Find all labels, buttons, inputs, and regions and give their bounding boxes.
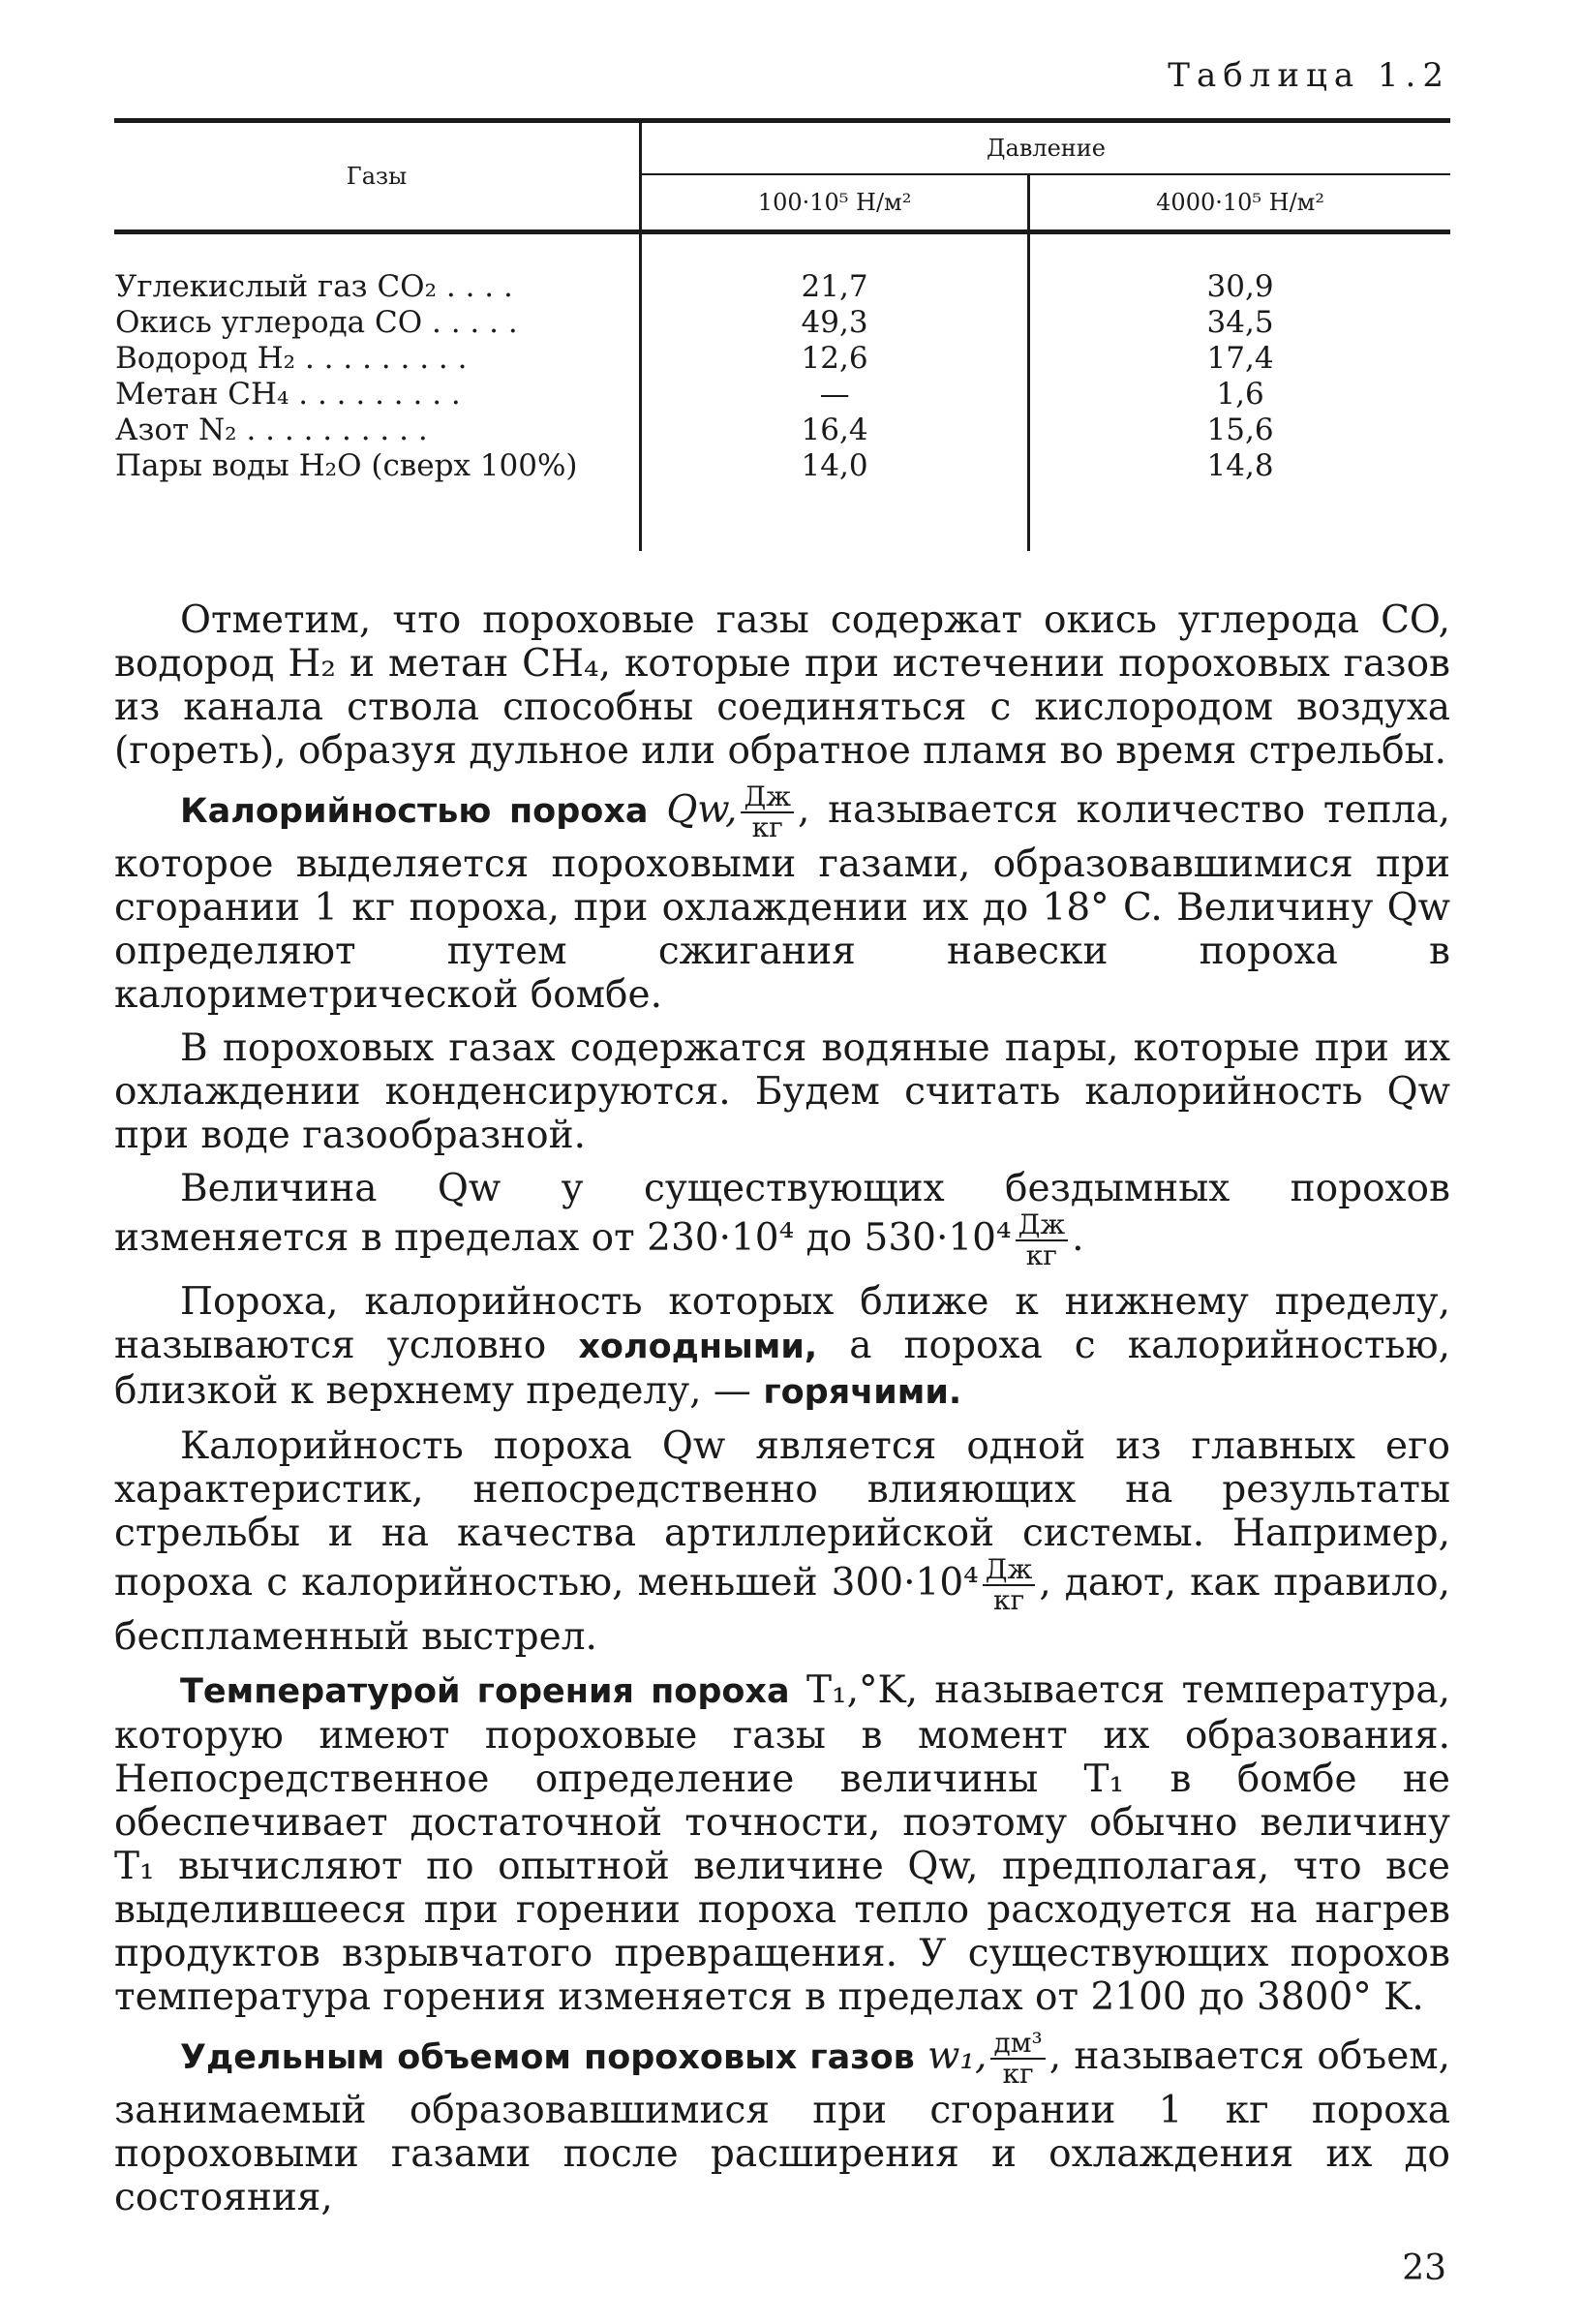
table-cell-p2: 30,9 xyxy=(1206,269,1274,304)
fraction-numerator: Дж xyxy=(983,1555,1036,1586)
table-cell-p1: 12,6 xyxy=(801,341,868,376)
table-row-name: Углекислый газ CO₂ . . . . xyxy=(115,269,513,304)
unit-fraction xyxy=(741,782,794,842)
paragraph-text: , называется объем, занимаемый образовавшимися при сгорании 1 кг пороха пороховыми газами после расширения и охлаждения их до состояния, xyxy=(114,2034,1451,2219)
paragraph-text: Калорийность пороха Qw является одной из главных его характеристик, непосредственно влияющих на результаты стрельбы и на качества артиллерийской системы. Например, пороха с калорийностью, меньшей 300·10⁴ xyxy=(114,1424,1450,1605)
gas-table xyxy=(114,118,1450,551)
p2-values-cell xyxy=(1029,232,1450,552)
fraction-denominator: кг xyxy=(1025,1239,1057,1271)
symbol: Qw, xyxy=(666,788,738,832)
table-cell-p1: 21,7 xyxy=(801,269,868,304)
paragraph xyxy=(114,2029,1450,2219)
table-caption: Таблица 1.2 xyxy=(1168,56,1450,95)
table-row-name: Водород H₂ . . . . . . . . . xyxy=(115,341,468,376)
paragraph-text: Величина Qw у существующих бездымных порохов изменяется в пределах от 230·10⁴ до 530·10⁴ xyxy=(114,1167,1450,1260)
table-row-name: Окись углерода CO . . . . . xyxy=(115,305,518,340)
paragraph-text: а пороха с калорийностью, близкой к верхнему пределу, — xyxy=(114,1324,1450,1413)
body-text xyxy=(114,598,1450,2229)
col-header-p1: 100·10⁵ Н/м² xyxy=(641,174,1029,232)
paragraph-text: Пороха, калорийность которых ближе к нижнему пределу, называются условно xyxy=(114,1280,1450,1367)
term-bold: Температурой горения пороха xyxy=(180,1672,790,1711)
paragraph-text: T₁,°K, называется температура, которую имеют пороховые газы в момент их образования. Непосредственное определение величины T₁ в бомбе не обеспечивает достаточной точности, поэтому обычно величину T₁ вычисляют по опытной величине Qw, предполагая, что все выделившееся при горении пороха тепло расходуется на нагрев продуктов взрывчатого превращения. У существующих порохов температура горения изменяется в пределах от 2100 до 3800° K. xyxy=(114,1668,1450,2019)
fraction-denominator: кг xyxy=(751,811,783,843)
p1-values-cell xyxy=(641,232,1029,552)
paragraph-text: . xyxy=(1072,1216,1084,1260)
table-cell-p1: 49,3 xyxy=(801,305,868,340)
fraction-denominator: кг xyxy=(992,1584,1025,1616)
paragraph xyxy=(114,1280,1450,1415)
table-cell-p2: 1,6 xyxy=(1216,377,1264,412)
term-bold: горячими. xyxy=(763,1373,962,1412)
table-cell-p1: 16,4 xyxy=(801,413,868,447)
document-page xyxy=(114,0,1450,2324)
fraction-numerator: дм³ xyxy=(990,2029,1045,2060)
paragraph-text: , называется количество тепла, которое выделяется пороховыми газами, образовавшимися при сгорании 1 кг пороха, при охлаждении их до 18° C. Величину Qw определяют путем сжигания навески пороха в калориметрической бомбе. xyxy=(114,788,1451,1017)
gas-names-cell xyxy=(114,232,641,552)
unit-fraction xyxy=(983,1555,1036,1615)
paragraph: В пороховых газах содержатся водяные пары, которые при их охлаждении конденсируются. Будем считать калорийность Qw при воде газообразной. xyxy=(114,1026,1450,1157)
paragraph xyxy=(114,782,1450,1017)
paragraph xyxy=(114,1424,1450,1659)
table-cell-p2: 14,8 xyxy=(1206,448,1274,483)
paragraph: Отметим, что пороховые газы содержат окись углерода CO, водород H₂ и метан CH₄, которые при истечении пороховых газов из канала ствола способны соединяться с кислородом воздуха (гореть), образуя дульное или обратное пламя во время стрельбы. xyxy=(114,598,1450,773)
unit-fraction xyxy=(1016,1210,1069,1270)
page-number: 23 xyxy=(1402,2248,1446,2288)
term-bold: Калорийностью пороха xyxy=(180,792,649,831)
col-header-p2: 4000·10⁵ Н/м² xyxy=(1029,174,1450,232)
table-row-name: Метан CH₄ . . . . . . . . . xyxy=(115,377,461,412)
symbol: w₁, xyxy=(914,2034,988,2078)
table-cell-p2: 34,5 xyxy=(1206,305,1274,340)
fraction-numerator: Дж xyxy=(1016,1210,1069,1241)
table-cell-p1: 14,0 xyxy=(801,448,868,483)
paragraph-text: , дают, как правило, беспламенный выстрел. xyxy=(114,1561,1451,1659)
fraction-denominator: кг xyxy=(1002,2058,1034,2090)
paragraph xyxy=(114,1668,1450,2019)
fraction-numerator: Дж xyxy=(741,782,794,813)
term-bold: холодными, xyxy=(578,1328,818,1366)
col-header-gases: Газы xyxy=(346,163,408,190)
table-cell-p2: 17,4 xyxy=(1206,341,1274,376)
unit-fraction xyxy=(990,2029,1045,2089)
table-row-name: Пары воды H₂O (сверх 100%) xyxy=(115,448,578,483)
table-cell-p1: — xyxy=(819,377,850,412)
col-header-pressure: Давление xyxy=(641,121,1451,175)
term-bold: Удельным объемом пороховых газов xyxy=(180,2038,915,2077)
table-cell-p2: 15,6 xyxy=(1206,413,1274,447)
paragraph xyxy=(114,1167,1450,1270)
table-row-name: Азот N₂ . . . . . . . . . . xyxy=(115,413,428,447)
